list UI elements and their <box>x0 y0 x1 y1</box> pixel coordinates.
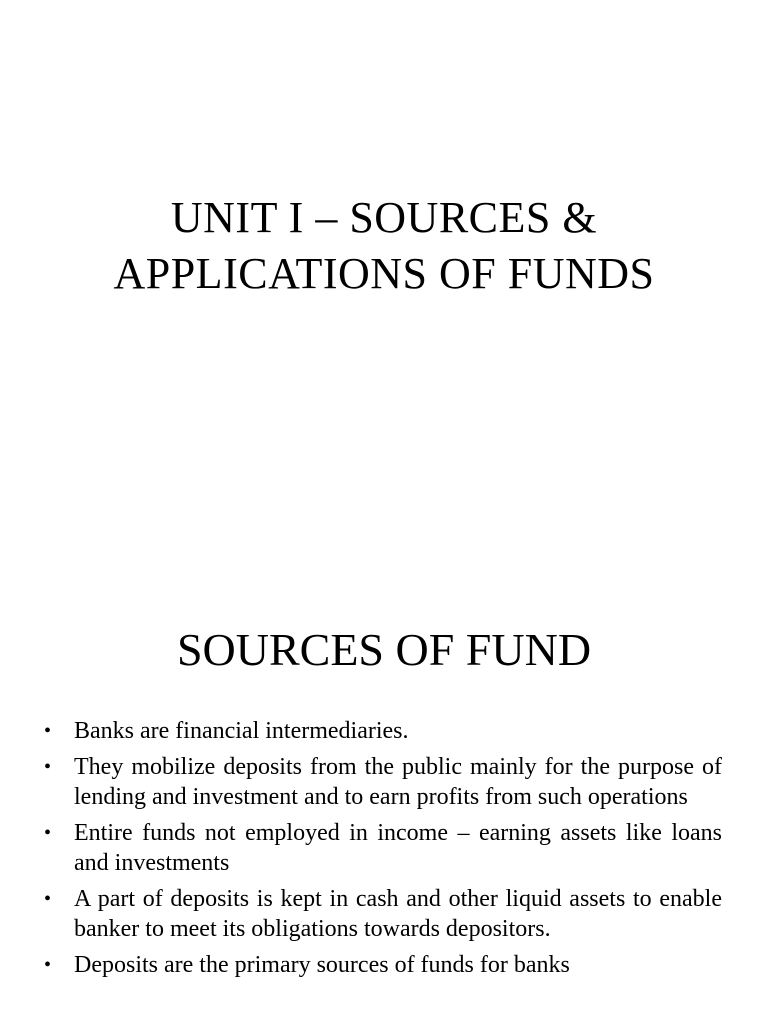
bullet-icon: • <box>44 756 52 778</box>
bullet-icon: • <box>44 720 52 742</box>
slide-2-title: SOURCES OF FUND <box>176 624 592 675</box>
bullet-item <box>40 752 722 812</box>
bullet-item <box>40 884 722 944</box>
bullet-item <box>40 818 722 878</box>
slide-sources-of-fund <box>0 576 768 1024</box>
bullet-text: A part of deposits is kept in cash and other liquid assets to enable banker to meet its obligations towards depositors. <box>74 886 722 942</box>
slide-1-title-line-1: UNIT I – SOURCES & <box>170 193 598 242</box>
bullet-text: Entire funds not employed in income – earning assets like loans and investments <box>74 820 722 876</box>
bullet-text: Banks are financial intermediaries. <box>74 718 409 744</box>
bullet-text: Deposits are the primary sources of funds for banks <box>74 952 570 978</box>
bullet-item <box>40 716 722 746</box>
bullet-item <box>40 950 722 980</box>
bullet-icon: • <box>44 954 52 976</box>
bullet-text: They mobilize deposits from the public mainly for the purpose of lending and investment and to earn profits from such operations <box>74 754 722 810</box>
bullet-icon: • <box>44 888 52 910</box>
slide-1-title-line-2: APPLICATIONS OF FUNDS <box>113 249 655 298</box>
slide-1-title <box>0 190 768 302</box>
bullet-list <box>40 716 722 986</box>
bullet-icon: • <box>44 822 52 844</box>
